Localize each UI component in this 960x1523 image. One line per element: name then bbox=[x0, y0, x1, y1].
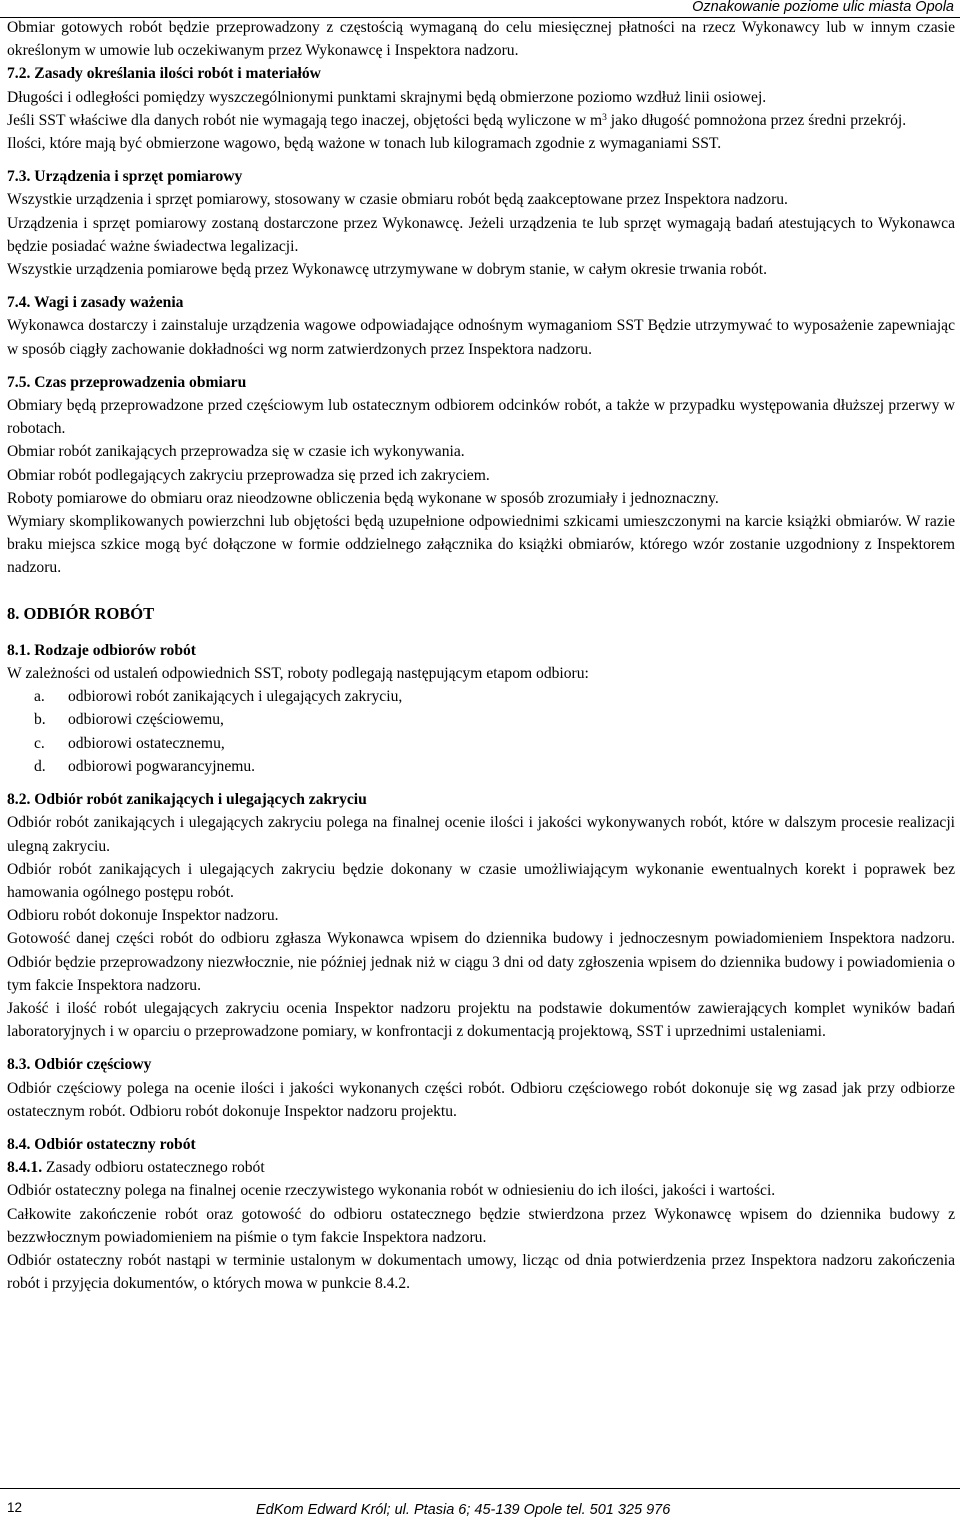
list-item-text: odbiorowi pogwarancyjnemu. bbox=[68, 757, 256, 775]
text-run: Jeśli SST właściwe dla danych robót nie wymagają tego inaczej, objętości będą wyliczone w m bbox=[7, 111, 603, 129]
section-heading-8-3: 8.3. Odbiór częściowy bbox=[7, 1056, 152, 1074]
odbior-stages-list bbox=[7, 685, 955, 778]
list-item bbox=[7, 732, 955, 755]
list-item-text: odbiorowi ostatecznemu, bbox=[68, 734, 225, 752]
paragraph: Obmiary będą przeprowadzone przed częściowym lub ostatecznym odbiorem odcinków robót, a także w przypadku występowania dłuższej przerwy w robotach. bbox=[7, 397, 955, 438]
list-marker: c. bbox=[34, 734, 45, 752]
list-marker: a. bbox=[34, 688, 45, 706]
paragraph bbox=[7, 109, 955, 132]
subsection-title: Zasady odbioru ostatecznego robót bbox=[42, 1159, 265, 1177]
document-title: Oznakowanie poziome ulic miasta Opola bbox=[692, 0, 954, 15]
paragraph: Odbiór ostateczny polega na finalnej ocenie rzeczywistego wykonania robót w odniesieniu do ich ilości, jakości i wartości. bbox=[7, 1182, 776, 1200]
section-heading-8-2: 8.2. Odbiór robót zanikających i ulegających zakryciu bbox=[7, 791, 367, 809]
section-heading-8-1: 8.1. Rodzaje odbiorów robót bbox=[7, 641, 196, 659]
list-item bbox=[7, 708, 955, 731]
page-number: 12 bbox=[7, 1500, 23, 1515]
list-item bbox=[7, 685, 955, 708]
paragraph: Wymiary skomplikowanych powierzchni lub objętości będą uzupełnione odpowiednimi szkicami umieszczonymi na karcie książki obmiarów. W razie braku miejsca szkice mogą być dołączone w formie oddzielnego załącznika do książki obmiarów, którego wzór zostanie uzgodniony z Inspektorem nadzoru. bbox=[7, 513, 955, 577]
paragraph: W zależności od ustaleń odpowiednich SST, roboty podlegają następującym etapom odbioru: bbox=[7, 665, 589, 683]
section-heading-7-2: 7.2. Zasady określania ilości robót i materiałów bbox=[7, 65, 321, 83]
paragraph: Obmiar robót zanikających przeprowadza się w czasie ich wykonywania. bbox=[7, 443, 465, 461]
paragraph: Wszystkie urządzenia i sprzęt pomiarowy, stosowany w czasie obmiaru robót będą zaakceptowane przez Inspektora nadzoru. bbox=[7, 191, 788, 209]
paragraph: Całkowite zakończenie robót oraz gotowość do odbioru ostatecznego będzie stwierdzona przez Wykonawcę wpisem do dziennika budowy z bezzwłocznym powiadomieniem na piśmie o tym fakcie Inspektora nadzoru. bbox=[7, 1205, 955, 1246]
section-heading-7-4: 7.4. Wagi i zasady ważenia bbox=[7, 294, 184, 312]
paragraph: Odbiór ostateczny robót nastąpi w terminie ustalonym w dokumentach umowy, licząc od dnia potwierdzenia przez Inspektora nadzoru zakończenia robót i przyjęcia dokumentów, o których mowa w punkcie 8.4.2. bbox=[7, 1251, 955, 1293]
paragraph: Długości i odległości pomiędzy wyszczególnionymi punktami skrajnymi będą obmierzone poziomo wzdłuż linii osiowej. bbox=[7, 88, 767, 106]
paragraph: Odbioru robót dokonuje Inspektor nadzoru. bbox=[7, 907, 279, 925]
list-marker: b. bbox=[34, 711, 46, 729]
list-item bbox=[7, 755, 955, 778]
paragraph: Obmiar gotowych robót będzie przeprowadzony z częstością wymaganą do celu miesięcznej płatności na rzecz Wykonawcy lub w innym czasie określonym w umowie lub oczekiwanym przez Wykonawcę i Inspektora nadzoru. bbox=[7, 19, 955, 60]
paragraph: Odbiór robót zanikających i ulegających zakryciu polega na finalnej ocenie ilości i jakości wykonywanych robót, które w dalszym procesie realizacji ulegną zakryciu. bbox=[7, 814, 955, 855]
paragraph: Urządzenia i sprzęt pomiarowy zostaną dostarczone przez Wykonawcę. Jeżeli urządzenia te lub sprzęt wymagają badań atestujących to Wykonawca będzie posiadać ważne świadectwa legalizacji. bbox=[7, 214, 955, 255]
paragraph: Jakość i ilość robót ulegających zakryciu ocenia Inspektor nadzoru projektu na podstawie dokumentów zawierających komplet wyników badań laboratoryjnych i w oparciu o przeprowadzone pomiary, w konfrontacji z dokumentacją projektową, SST i uprzednimi ustaleniami. bbox=[7, 999, 955, 1041]
paragraph: Gotowość danej części robót do odbioru zgłasza Wykonawca wpisem do dziennika budowy i jednoczesnym powiadomieniem Inspektora nadzoru. Odbiór będzie przeprowadzony niezwłocznie, nie później jednak niż w ciągu 3 dni od daty zgłoszenia wpisem do dziennika budowy i powiadomienia o tym fakcie Inspektora nadzoru. bbox=[7, 930, 955, 994]
list-item-text: odbiorowi częściowemu, bbox=[68, 711, 224, 729]
section-heading-7-3: 7.3. Urządzenia i sprzęt pomiarowy bbox=[7, 168, 243, 186]
list-item-text: odbiorowi robót zanikających i ulegających zakryciu, bbox=[68, 688, 403, 706]
list-marker: d. bbox=[34, 757, 46, 775]
paragraph: Odbiór częściowy polega na ocenie ilości i jakości wykonanych części robót. Odbioru częściowego robót dokonuje się wg zasad jak przy odbiorze ostatecznym robót. Odbioru robót dokonuje Inspektor nadzoru projektu. bbox=[7, 1079, 955, 1120]
section-heading-8-4: 8.4. Odbiór ostateczny robót bbox=[7, 1135, 196, 1153]
paragraph: Wykonawca dostarczy i zainstaluje urządzenia wagowe odpowiadające odnośnym wymaganiom SST Będzie utrzymywać to wyposażenie zapewniając w sposób ciągły zachowanie dokładności wg norm zatwierdzonych przez Inspektora nadzoru. bbox=[7, 317, 955, 358]
superscript: 3 bbox=[602, 112, 607, 123]
paragraph: Ilości, które mają być obmierzone wagowo, będą ważone w tonach lub kilogramach zgodnie z wymaganiami SST. bbox=[7, 135, 722, 153]
document-body bbox=[7, 16, 955, 1295]
page-footer bbox=[0, 1488, 960, 1523]
paragraph: Odbiór robót zanikających i ulegających zakryciu będzie dokonany w czasie umożliwiającym wykonanie ewentualnych korekt i poprawek bez hamowania ogólnego postępu robót. bbox=[7, 860, 955, 901]
company-address: EdKom Edward Król; ul. Ptasia 6; 45-139 Opole tel. 501 325 976 bbox=[256, 1502, 671, 1518]
text-run: jako długość pomnożona przez średni przekrój. bbox=[606, 111, 907, 129]
subsection-number: 8.4.1. bbox=[7, 1159, 43, 1177]
section-heading-7-5: 7.5. Czas przeprowadzenia obmiaru bbox=[7, 373, 247, 391]
chapter-heading-8: 8. ODBIÓR ROBÓT bbox=[7, 603, 155, 623]
paragraph: Obmiar robót podlegających zakryciu przeprowadza się przed ich zakryciem. bbox=[7, 466, 490, 484]
subsection-heading-8-4-1 bbox=[7, 1156, 955, 1179]
paragraph: Wszystkie urządzenia pomiarowe będą przez Wykonawcę utrzymywane w dobrym stanie, w całym okresie trwania robót. bbox=[7, 261, 767, 279]
paragraph: Roboty pomiarowe do obmiaru oraz nieodzowne obliczenia będą wykonane w sposób zrozumiały i jednoznaczny. bbox=[7, 489, 719, 507]
